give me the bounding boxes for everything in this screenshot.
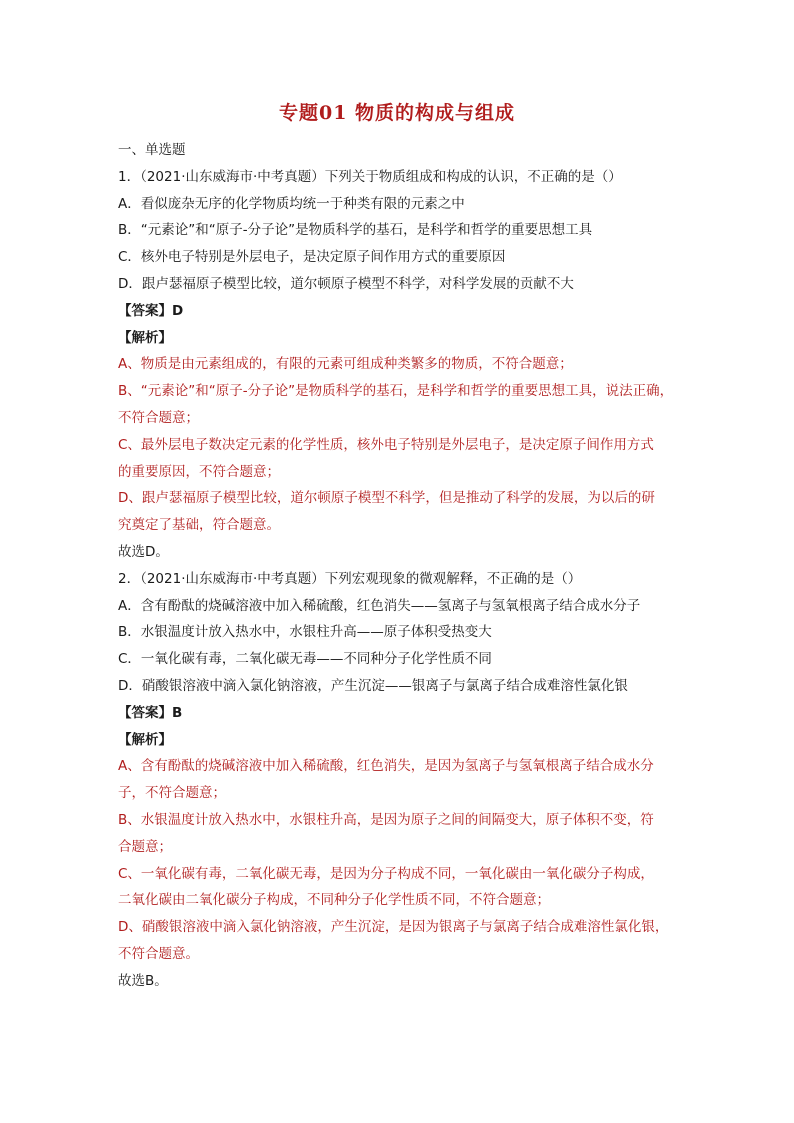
analysis-line: 不符合题意。: [118, 945, 199, 962]
analysis-line: 子，不符合题意；: [118, 785, 226, 802]
document-body: [118, 137, 688, 995]
analysis-line: 合题意；: [118, 838, 172, 855]
question-stem: 2．（2021·山东威海市·中考真题）下列宏观现象的微观解释，不正确的是（）: [118, 570, 582, 587]
option-d: D．硝酸银溶液中滴入氯化钠溶液，产生沉淀——银离子与氯离子结合成难溶性氯化银: [118, 677, 628, 694]
option-a: A．看似庞杂无序的化学物质均统一于种类有限的元素之中: [118, 195, 465, 212]
analysis-line: C、最外层电子数决定元素的化学性质，核外电子特别是外层电子，是决定原子间作用方式: [118, 436, 654, 453]
option-b: B．水银温度计放入热水中，水银柱升高——原子体积受热变大: [118, 624, 492, 641]
analysis-line: D、跟卢瑟福原子模型比较，道尔顿原子模型不科学，但是推动了科学的发展，为以后的研: [118, 490, 655, 507]
option-d: D．跟卢瑟福原子模型比较，道尔顿原子模型不科学，对科学发展的贡献不大: [118, 275, 574, 292]
conclusion-line: 故选B。: [118, 972, 168, 989]
analysis-line: D、硝酸银溶液中滴入氯化钠溶液，产生沉淀，是因为银离子与氯离子结合成难溶性氯化银，: [118, 919, 669, 936]
question-2: [118, 566, 688, 995]
analysis-line: 二氧化碳由二氧化碳分子构成，不同种分子化学性质不同，不符合题意；: [118, 892, 550, 909]
document-title: 专题01 物质的构成与组成: [278, 102, 516, 124]
analysis-line: 不符合题意；: [118, 409, 199, 426]
analysis-line: 的重要原因，不符合题意；: [118, 463, 280, 480]
option-b: B．“元素论”和“原子-分子论”是物质科学的基石，是科学和哲学的重要思想工具: [118, 222, 593, 239]
analysis-line: A、含有酚酞的烧碱溶液中加入稀硫酸，红色消失，是因为氢离子与氢氧根离子结合成水分: [118, 758, 654, 775]
analysis-line: C、一氧化碳有毒，二氧化碳无毒，是因为分子构成不同，一氧化碳由一氧化碳分子构成，: [118, 865, 654, 882]
conclusion-line: 故选D。: [118, 543, 169, 560]
analysis-line: A、物质是由元素组成的，有限的元素可组成种类繁多的物质，不符合题意；: [118, 356, 573, 373]
section-heading: 一、单选题: [118, 142, 186, 158]
option-c: C．核外电子特别是外层电子，是决定原子间作用方式的重要原因: [118, 249, 506, 266]
option-a: A．含有酚酞的烧碱溶液中加入稀硫酸，红色消失——氢离子与氢氧根离子结合成水分子: [118, 597, 641, 614]
analysis-line: 究奠定了基础，符合题意。: [118, 517, 280, 534]
analysis-label: 【解析】: [118, 731, 172, 748]
analysis-label: 【解析】: [118, 329, 172, 346]
answer-line: 【答案】D: [118, 302, 184, 319]
analysis-line: B、水银温度计放入热水中，水银柱升高，是因为原子之间的间隔变大，原子体积不变，符: [118, 811, 654, 828]
analysis-line: B、“元素论”和“原子-分子论”是物质科学的基石，是科学和哲学的重要思想工具，说法正确，: [118, 383, 674, 400]
option-c: C．一氧化碳有毒，二氧化碳无毒——不同种分子化学性质不同: [118, 651, 492, 668]
question-stem: 1．（2021·山东威海市·中考真题）下列关于物质组成和构成的认识，不正确的是（）: [118, 168, 622, 185]
answer-line: 【答案】B: [118, 704, 183, 721]
question-1: [118, 164, 688, 566]
